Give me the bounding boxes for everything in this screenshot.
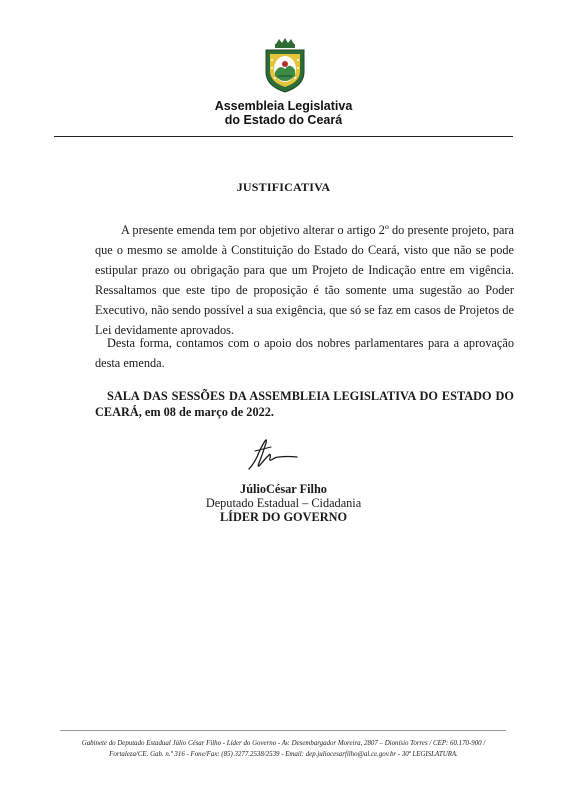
handwritten-signature-icon [243,435,303,475]
footer-divider [60,730,506,731]
org-name-line1: Assembleia Legislativa [214,99,353,113]
state-coat-of-arms-icon [256,36,314,94]
org-name-line2: do Estado do Ceará [224,113,343,127]
footer-address [46,738,521,760]
justification-paragraph-2: Desta forma, contamos com o apoio dos nobres parlamentares para a aprovação desta emenda. [95,336,514,370]
signatory-block [0,482,567,524]
closing-text: SALA DAS SESSÕES DA ASSEMBLEIA LEGISLATIVA DO ESTADO DO CEARÁ, em 08 de março de 2022. [95,389,514,419]
footer-line-2: Fortaleza/CE. Gab. n.º 316 - Fone/Fax: (85) 3277.2538/2539 - Email: dep.juliocesarfilho@al.ce.gov.br - 30ª LEGISLATURA. [109,751,458,758]
organization-name [0,99,567,127]
footer-line-1: Gabinete do Deputado Estadual Júlio César Filho - Líder do Governo - Av. Desembargador Moreira, 2807 – Dionísio Torres / CEP: 60.170-900 / [81,740,486,747]
header-divider [54,136,513,137]
signatory-role: Deputado Estadual – Cidadania [205,496,362,510]
signatory-title: LÍDER DO GOVERNO [219,510,348,524]
justification-paragraph-1: A presente emenda tem por objetivo alterar o artigo 2º do presente projeto, para que o mesmo se amolde à Constituição do Estado do Ceará, visto que não se pode estipular prazo ou obrigação para que um Projeto de Indicação entre em vigência. Ressaltamos que este tipo de proposição é tão somente uma sugestão ao Poder Executivo, não sendo possível a sua exigência, que só se faz em casos de Projetos de Lei devidamente aprovados. [95,223,514,337]
closing-statement [95,388,514,420]
document-title: JUSTIFICATIVA [236,180,331,194]
signatory-name: JúlioCésar Filho [240,482,327,496]
